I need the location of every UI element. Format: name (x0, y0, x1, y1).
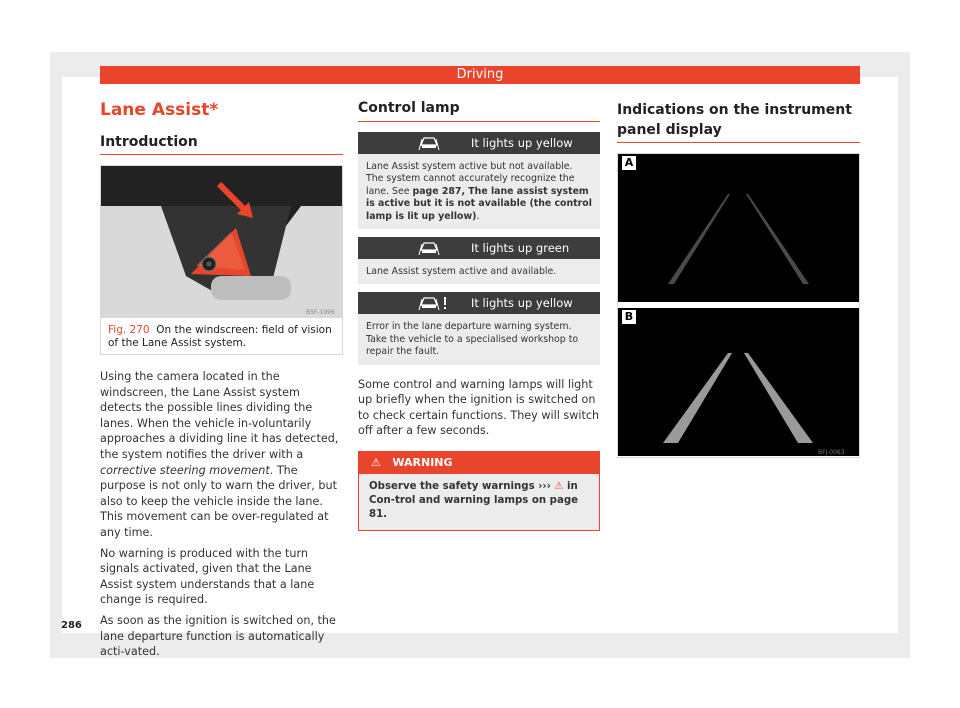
lamp-label-3: It lights up yellow (471, 296, 573, 311)
para1-emphasis: corrective steering movement (100, 463, 270, 477)
page-title: Lane Assist* (100, 100, 219, 120)
lamp-bar-3 (358, 292, 600, 314)
lamp-description-1 (358, 154, 600, 229)
turn-signal-paragraph: No warning is produced with the turn signals activated, given that the Lane Assist system understands that a lane change is required. (100, 546, 315, 607)
display-panel-b (618, 308, 859, 456)
display-panel-a (618, 154, 859, 302)
lamp-label-1: It lights up yellow (471, 136, 573, 150)
right-column (617, 100, 860, 458)
figure-code: B5F-1096 (306, 309, 335, 316)
left-column (100, 100, 343, 660)
section-subtitle: Introduction (100, 134, 343, 155)
warning-triangle-icon: ⚠ (371, 456, 381, 470)
lamp-desc-1-end: . (476, 210, 480, 222)
figure-label: Fig. 270 (108, 324, 150, 336)
lamp-bar-2 (358, 237, 600, 259)
lane-assist-error-icon (418, 295, 450, 314)
section-header: Driving (100, 66, 860, 84)
figure-271-code: BFJ-0063 (818, 449, 845, 456)
lane-lines-a (618, 154, 859, 302)
warning-link-arrows[interactable]: ››› (538, 481, 551, 493)
middle-column (358, 100, 600, 531)
panel-label-b: B (622, 310, 636, 324)
lane-assist-icon (418, 135, 440, 154)
warning-box (358, 451, 600, 531)
figure-caption (101, 318, 342, 356)
lamp-label-2: It lights up green (471, 241, 570, 256)
warning-body (359, 474, 599, 530)
lamp-bar-1 (358, 132, 600, 154)
lamp-row-1 (358, 132, 600, 229)
lane-assist-icon (418, 240, 440, 259)
camera-svg (101, 166, 342, 318)
control-lamp-title: Control lamp (358, 100, 600, 122)
lamp-row-3 (358, 292, 600, 364)
para1-text-a: Using the camera located in the windscreen, the Lane Assist system detects the possible lines dividing the lanes. When the vehicle in-voluntarily approaches a dividing line it has detected, the system notifies the driver with a (100, 370, 339, 461)
intro-paragraph (100, 369, 343, 541)
warning-text-a: Observe the safety warnings (369, 481, 539, 493)
figure-270 (100, 165, 343, 355)
warning-inline-icon: ⚠ (554, 481, 564, 493)
indications-title: Indications on the instrument panel display (617, 100, 860, 143)
lamp-desc-1-link[interactable]: page 287, The lane assist system is active but it is not available (the control lamp is lit up yellow) (366, 185, 592, 222)
para1-text-b: . The purpose is not only to warn the driver, but also to keep the vehicle inside the lane. This movement can be over-regulated at any time. (100, 463, 337, 539)
figure-caption-text: On the windscreen: field of vision of the Lane Assist system. (108, 324, 332, 349)
lamp-description-2: Lane Assist system active and available. (358, 259, 600, 284)
warning-heading: WARNING (392, 456, 453, 470)
warning-text-b: in Con-trol and warning lamps on page 81. (369, 481, 579, 521)
control-lamp-paragraph: Some control and warning lamps will light up briefly when the ignition is switched on to check certain functions. They will switch off after a few seconds. (358, 377, 600, 438)
panel-label-a: A (622, 156, 636, 170)
lamp-row-2 (358, 237, 600, 284)
figure-271 (617, 153, 860, 456)
ignition-paragraph: As soon as the ignition is switched on, the lane departure function is automatically acti-vated. (100, 613, 336, 659)
page-number: 286 (61, 620, 82, 631)
windscreen-camera-illustration (101, 166, 342, 318)
lamp-desc-1-text: Lane Assist system active but not available. The system cannot accurately recognize the lane. See (366, 161, 575, 197)
lane-lines-b (618, 308, 859, 456)
warning-header (359, 452, 599, 474)
lamp-description-3: Error in the lane departure warning system. Take the vehicle to a specialised workshop to repair the fault. (358, 314, 600, 364)
